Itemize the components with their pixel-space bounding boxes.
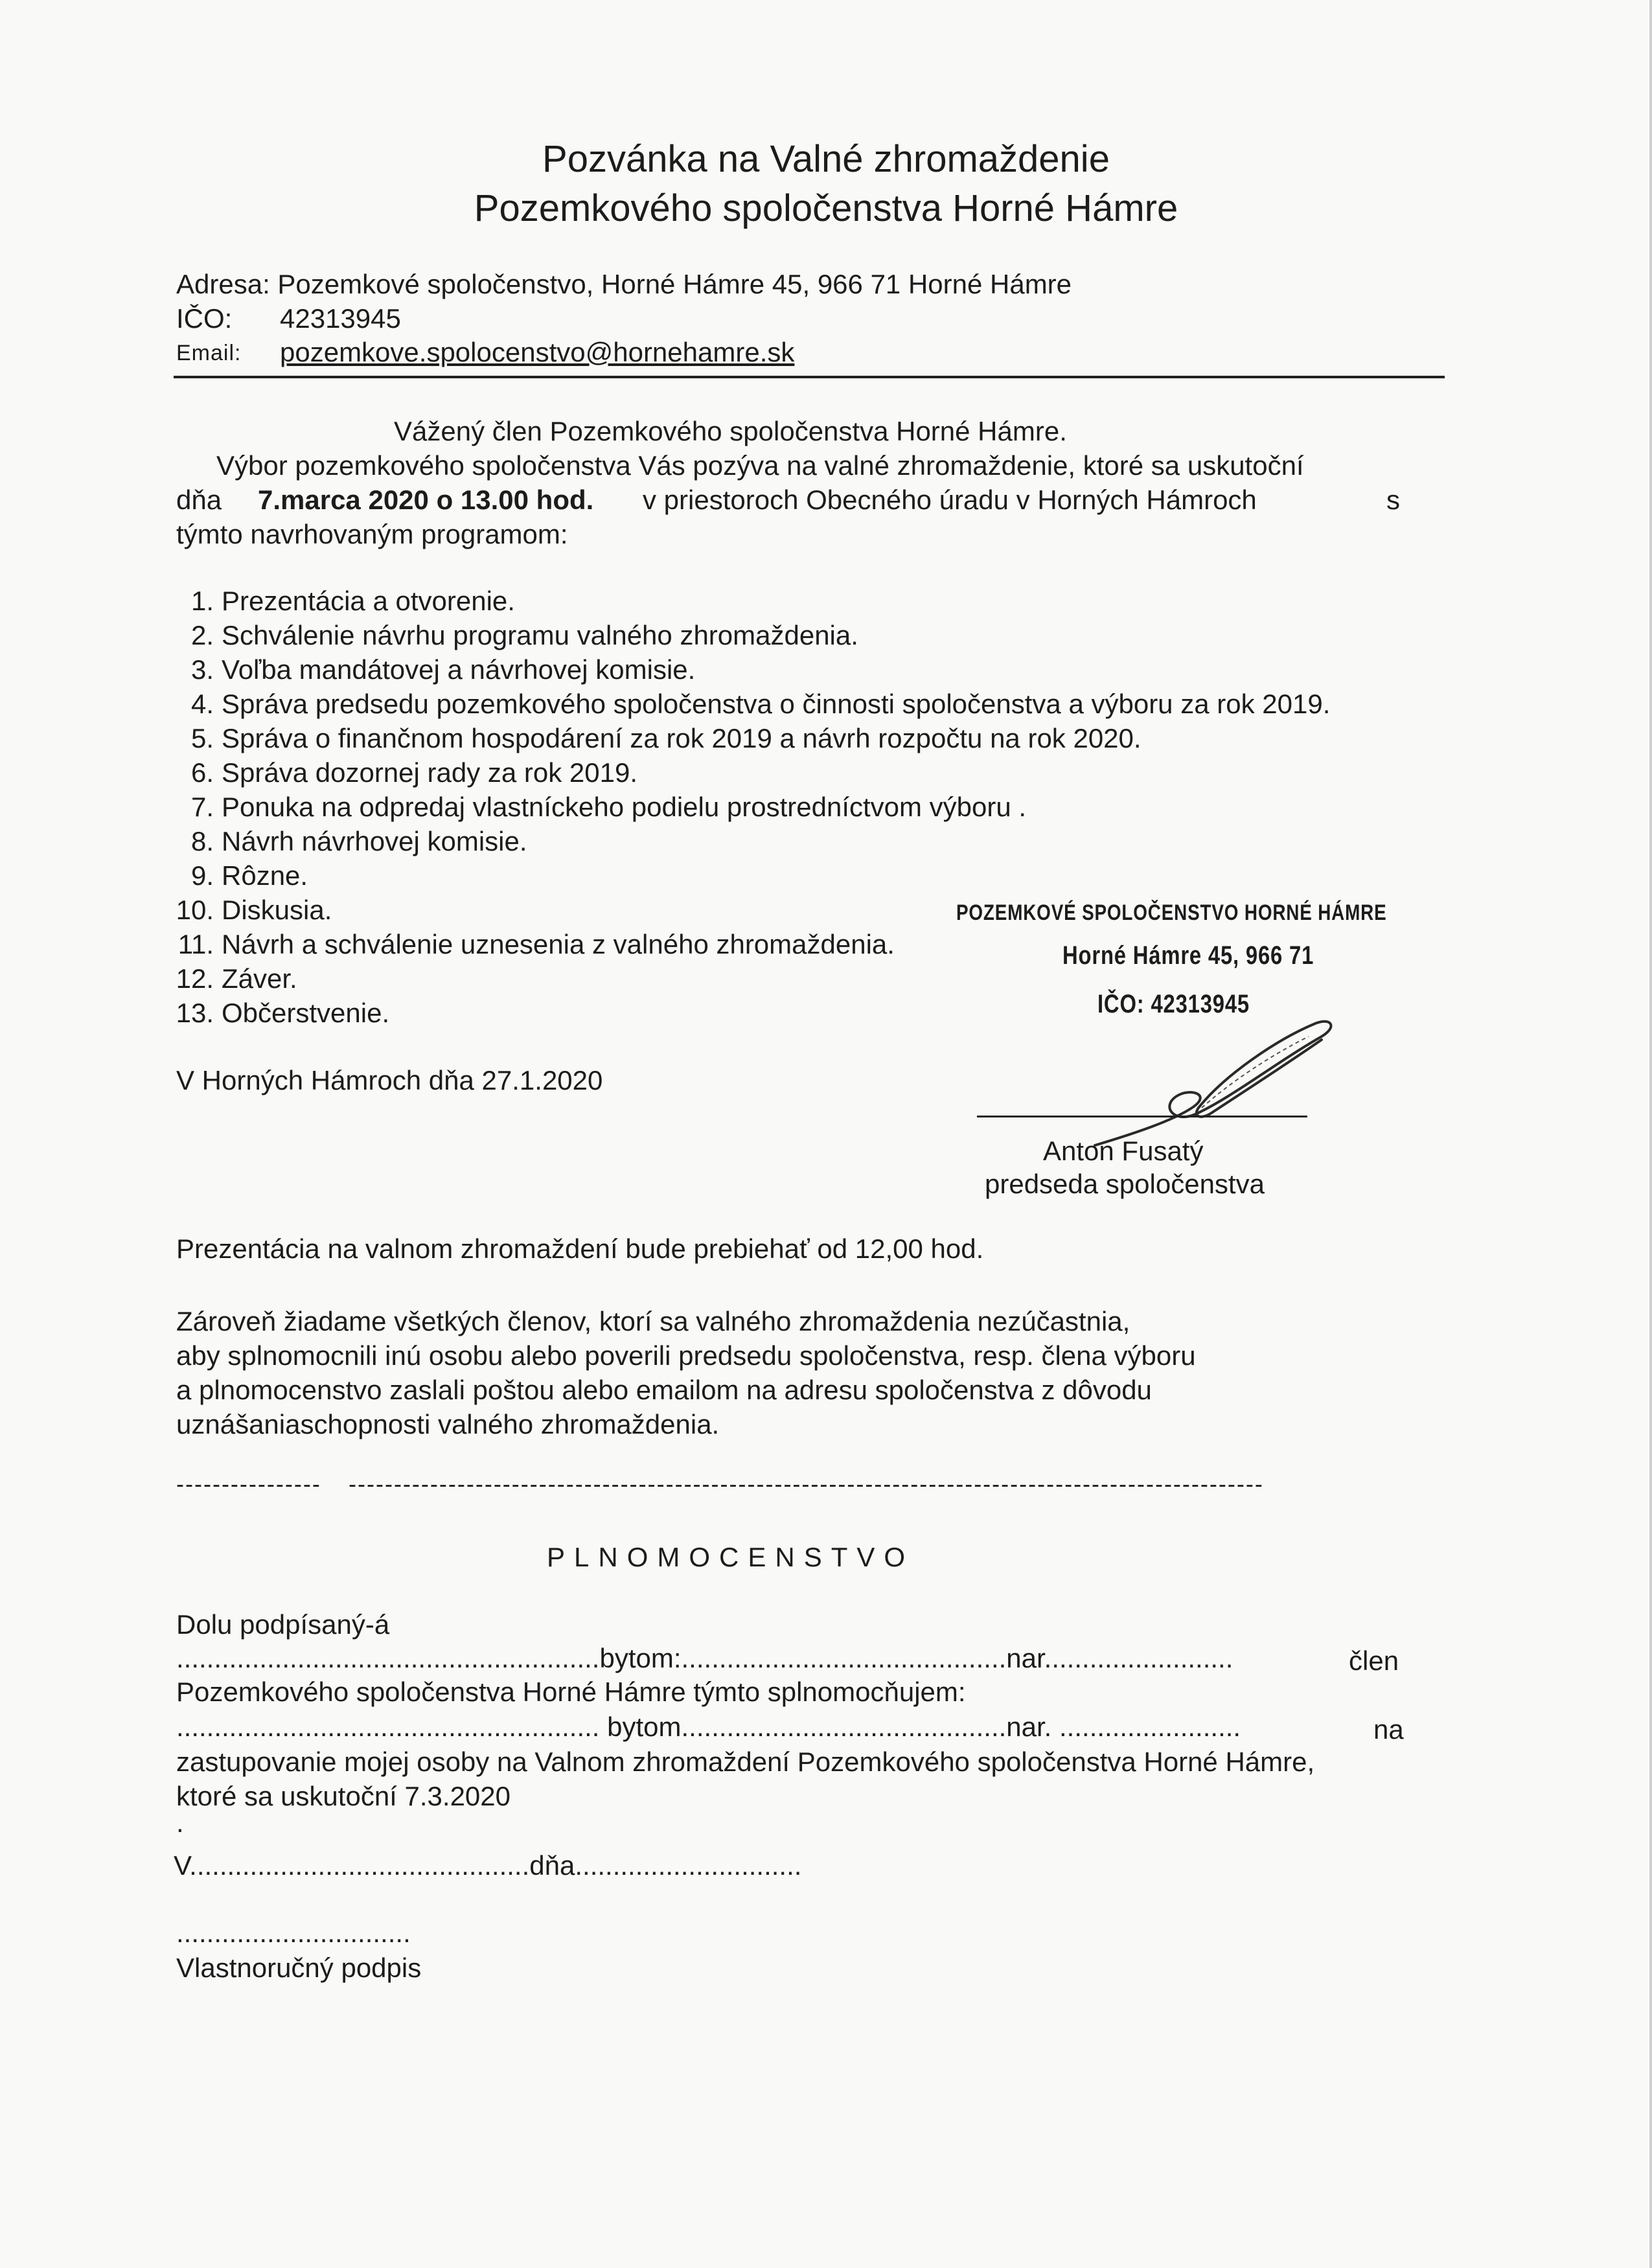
program-item: 9. Rôzne. (190, 860, 308, 891)
intro-line2-prefix: dňa (176, 485, 222, 515)
document-title-line2: Pozemkového spoločenstva Horné Hámre (474, 187, 1178, 229)
meeting-location: v priestoroch Obecného úradu v Horných Hámroch (643, 485, 1257, 515)
intro-line3: týmto navrhovaným programom: (176, 519, 568, 549)
request-line4: uznášaniaschopnosti valného zhromaždenia. (176, 1409, 720, 1439)
program-item: 7. Ponuka na odpredaj vlastníckeho podielu prostredníctvom výboru . (190, 792, 1027, 822)
name-field-dots[interactable]: ........................................................ (176, 1643, 600, 1673)
ico-value: 42313945 (280, 303, 401, 334)
stamp-line2: Horné Hámre 45, 966 71 (1062, 941, 1314, 970)
program-item: 2. Schválenie návrhu programu valného zhromaždenia. (190, 620, 858, 650)
program-item: 4. Správa predsedu pozemkového spoločenstva o činnosti spoločenstva a výboru za rok 2019. (190, 689, 1331, 719)
intro-line1: Výbor pozemkového spoločenstva Vás pozýva na valné zhromaždenie, ktoré sa uskutoční (216, 450, 1304, 481)
handwritten-signature (1062, 1011, 1348, 1153)
signature-label: Vlastnoručný podpis (176, 1953, 422, 1983)
cut-line-left: ---------------- (176, 1471, 321, 1497)
signatory-role: predseda spoločenstva (985, 1169, 1265, 1199)
proxy-address-field-dots[interactable]: ........................................... (681, 1712, 1007, 1742)
poa-row3-end: na (1373, 1714, 1404, 1745)
proxy-name-field-dots[interactable]: ........................................................ (176, 1712, 600, 1742)
birth-field-dots[interactable]: ........................ (1051, 1643, 1233, 1673)
address-value: Pozemkové spoločenstvo, Horné Hámre 45, 966 71 Horné Hámre (277, 269, 1072, 299)
poa-row2: Pozemkového spoločenstva Horné Hámre týmto splnomocňujem: (176, 1677, 966, 1707)
header-divider (174, 376, 1445, 378)
document-title-line1: Pozvánka na Valné zhromaždenie (542, 138, 1110, 180)
place-date: V Horných Hámroch dňa 27.1.2020 (176, 1065, 603, 1095)
poa-place-date: V.............................................dňa.............................. (174, 1850, 802, 1881)
stamp-line3: IČO: 42313945 (1097, 990, 1250, 1018)
stamp-line1: POZEMKOVÉ SPOLOČENSTVO HORNÉ HÁMRE (956, 900, 1387, 925)
cut-line-right: ----------------------------------------------------------------------------------------------------- (349, 1471, 1264, 1497)
program-item: 6. Správa dozornej rady za rok 2019. (190, 757, 638, 788)
email-link[interactable]: pozemkove.spolocenstvo@hornehamre.sk (280, 337, 795, 367)
program-item: 10. Diskusia. (176, 895, 332, 925)
program-item: 5. Správa o finančnom hospodárení za rok 2019 a návrh rozpočtu na rok 2020. (190, 723, 1141, 753)
program-item: 11. Návrh a schválenie uznesenia z valného zhromaždenia. (178, 929, 895, 959)
proxy-birth-field-dots[interactable]: ........................ (1059, 1712, 1241, 1742)
program-item: 1. Prezentácia a otvorenie. (190, 586, 515, 616)
date-field-dots[interactable]: .............................. (575, 1850, 802, 1881)
place-field-dots[interactable]: ............................................. (189, 1850, 530, 1881)
address-label: Adresa: (176, 269, 270, 299)
request-line3: a plnomocenstvo zaslali poštou alebo emailom na adresu spoločenstva z dôvodu (176, 1375, 1152, 1405)
poa-row4: zastupovanie mojej osoby na Valnom zhromaždení Pozemkového spoločenstva Horné Hámre, (176, 1747, 1315, 1777)
greeting: Vážený člen Pozemkového spoločenstva Horné Hámre. (394, 416, 1067, 446)
poa-row5: ktoré sa uskutoční 7.3.2020 (176, 1781, 511, 1811)
request-line1: Zároveň žiadame všetkých členov, ktorí sa valného zhromaždenia nezúčastnia, (176, 1306, 1130, 1336)
poa-row1-end: člen (1349, 1645, 1399, 1676)
meeting-date: 7.marca 2020 o 13.00 hod. (258, 485, 594, 515)
program-item: 3. Voľba mandátovej a návrhovej komisie. (190, 654, 696, 685)
request-line2: aby splnomocnili inú osobu alebo poverili predsedu spoločenstva, resp. člena výboru (176, 1340, 1196, 1371)
signature-field-dots[interactable]: ............................... (176, 1918, 411, 1948)
signatory-name: Anton Fusatý (1043, 1136, 1204, 1166)
signature-line (977, 1116, 1307, 1117)
poa-undersigned: Dolu podpísaný-á (176, 1609, 390, 1640)
poa-row3: ........................................................ bytom...........................................nar. ........................ (176, 1712, 1241, 1742)
address-line (176, 269, 1072, 300)
intro-line2-end: s (1386, 485, 1400, 515)
ico-label: IČO: (176, 303, 233, 334)
email-label: Email: (176, 341, 242, 365)
poa-title: PLNOMOCENSTVO (547, 1542, 915, 1572)
scan-edge (1649, 0, 1652, 2268)
poa-row1: ........................................................bytom:...........................................nar......................... (176, 1643, 1233, 1673)
address-field-dots[interactable]: ........................................... (681, 1643, 1007, 1673)
program-item: 13. Občerstvenie. (176, 998, 390, 1028)
program-item: 8. Návrh návrhovej komisie. (190, 826, 527, 856)
program-item: 12. Záver. (176, 963, 297, 994)
stray-dot: . (176, 1807, 184, 1838)
presentation-notice: Prezentácia na valnom zhromaždení bude prebiehať od 12,00 hod. (176, 1233, 984, 1264)
